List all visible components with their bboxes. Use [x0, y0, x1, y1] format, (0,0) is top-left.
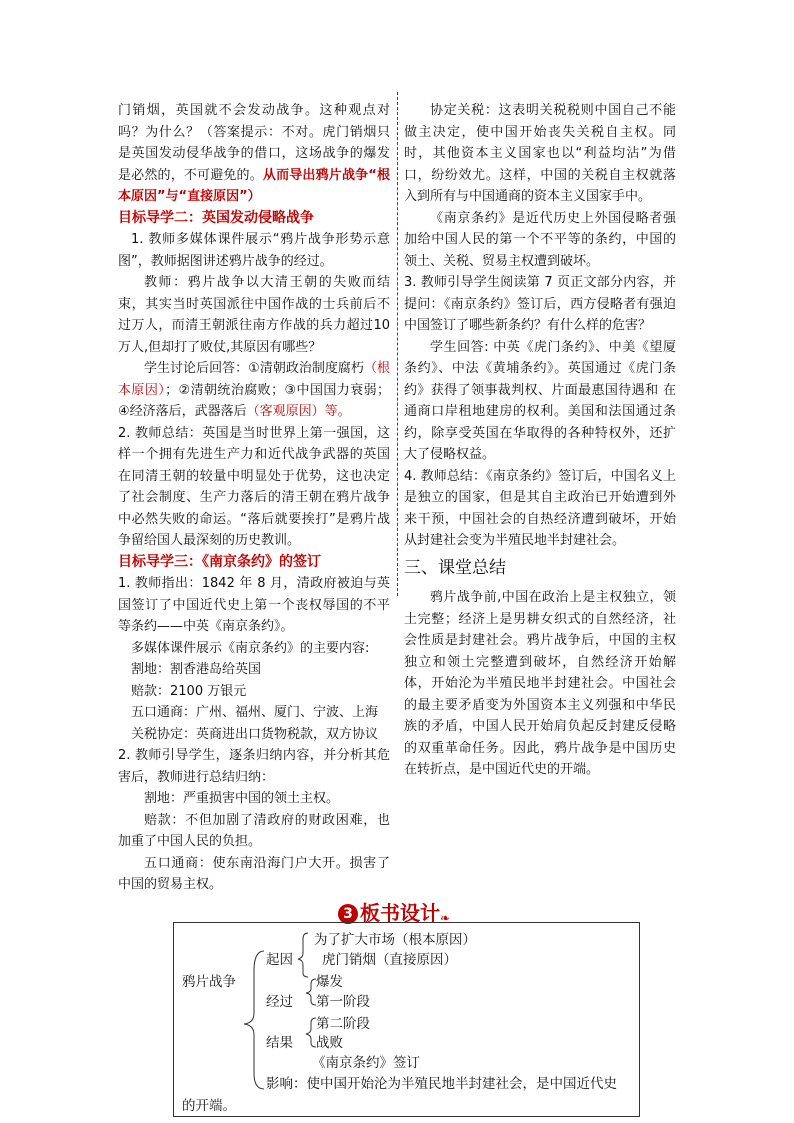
paragraph: 赔款：不但加剧了清政府的财政困难，也加重了中国人民的负担。	[118, 812, 390, 849]
board-result-item: 战败	[316, 1035, 343, 1051]
board-cause-label: 起因	[266, 952, 293, 968]
paragraph: 赔款：2100 万银元	[131, 683, 247, 699]
paragraph: 学生回答: 中英《虎门条约》、中美《望厦条约》、中法《黄埔条约》。英国通过《虎门条约》获得了领事裁判权、片面最惠国待遇和 在通商口岸租地建房的权利。美国和法国通过条约，除享受英国在华取得的各种特权外，还扩大了侵略权益。	[404, 339, 676, 462]
section-heading: 三、课堂总结	[404, 557, 506, 578]
board-design-box	[173, 922, 640, 1117]
board-process-label: 经过	[266, 994, 293, 1010]
paragraph: 协定关税：这表明关税税则中国自己不能做主决定，使中国开始丧失关税自主权。同时，其他资本主义国家也以“利益均沾”为借口，纷纷效尤。这样，中国的关税自主权就落入到所有与中国通商的资本主义国家手中。	[404, 103, 676, 204]
board-process-item: 第一阶段	[316, 994, 370, 1010]
text-red: 从而导出鸦片战争“根本原因”与“直接原因”）	[118, 167, 390, 204]
board-root: 鸦片战争	[182, 974, 236, 990]
flower-icon: ❧	[440, 911, 451, 925]
paragraph: 五口通商：广州、福州、厦门、宁波、上海	[131, 705, 379, 720]
board-cause-item: 虎门销烟（直接原因）	[322, 952, 457, 968]
paragraph: 2. 教师引导学生，逐条归纳内容，并分析其危害后，教师进行总结归纳：	[118, 748, 390, 785]
text-red: 等。	[324, 404, 351, 419]
left-column	[118, 100, 390, 896]
board-treaty: 《南京条约》签订	[312, 1055, 420, 1071]
board-cause-item: 为了扩大市场（根本原因）	[314, 932, 476, 948]
paragraph: 割地：割香港岛给英国	[131, 662, 262, 677]
board-process-item: 爆发	[316, 974, 343, 990]
paragraph: 2. 教师总结：英国是当时世界上第一强国，这样一个拥有先进生产力和近代战争武器的英国在同清王朝的较量中明显处于优势，这也决定了社会制度、生产力落后的清王朝在鸦片战争中必然失败的命运。“落后就要挨打”是鸦片战争留给国人最深刻的历史教训。	[118, 425, 390, 548]
paragraph: 关税协定：英商进出口货物税款，双方协议	[131, 726, 379, 742]
paragraph: 多媒体课件展示《南京条约》的主要内容:	[131, 640, 370, 656]
column-divider	[397, 92, 398, 596]
text-red: （客观原因）	[246, 404, 325, 419]
text: 门销烟，英国就不会发动战争。这种观点对吗？为什么？（答案提示：不对。虎门销烟只是英国发动侵华战争的借口，这场战争的爆发是必然的，不可避免的。	[118, 103, 390, 183]
board-title-text: 板书设计	[360, 901, 440, 925]
paragraph: 1. 教师多媒体课件展示“鸦片战争形势示意图”，教师据图讲述鸦片战争的经过。	[118, 232, 390, 269]
board-result-label: 结果	[266, 1035, 293, 1051]
right-column	[404, 100, 676, 781]
paragraph: 3. 教师引导学生阅读第 7 页正文部分内容，并提问：《南京条约》签订后，西方侵略者有强迫中国签订了哪些新条约？有什么样的危害？	[404, 275, 676, 333]
text-red: （根本原因）	[118, 361, 390, 398]
goal-heading-2: 目标导学二：英国发动侵略战争	[118, 209, 314, 226]
number-badge: 3	[338, 904, 358, 924]
paragraph: 五口通商：使东南沿海门户大开。损害了中国的贸易主权。	[118, 855, 390, 892]
paragraph	[118, 100, 390, 208]
paragraph: 4. 教师总结：《南京条约》签订后，中国名义上是独立的国家，但是其自主政治已开始遭到外来干预，中国社会的自热经济遭到破坏，开始从封建社会变为半殖民地半封建社会。	[404, 468, 676, 548]
paragraph: 割地：严重损害中国的领土主权。	[144, 791, 340, 806]
text: 学生讨论后回答：①清朝政治制度腐朽	[144, 361, 364, 376]
paragraph: 《南京条约》是近代历史上外国侵略者强加给中国人民的第一个不平等的条约，中国的领土、关税、贸易主权遭到破坏。	[404, 210, 676, 269]
paragraph: 教师：鸦片战争以大清王朝的失败而结束，其实当时英国派往中国作战的士兵前后不过万人，而清王朝派往南方作战的兵力超过10万人,但却打了败仗,其原因有哪些？	[118, 275, 390, 355]
board-impact: 影响：使中国开始沦为半殖民地半封建社会，是中国近代史	[266, 1076, 617, 1092]
paragraph	[118, 358, 390, 423]
board-result-item: 第二阶段	[316, 1016, 370, 1032]
paragraph: 鸦片战争前,中国在政治上是主权独立，领土完整；经济上是男耕女织式的自然经济，社会性质是封建社会。鸦片战争后，中国的主权独立和领土完整遭到破坏，自然经济开始解体，开始沦为半殖民地半封建社会。中国社会的最主要矛盾变为外国资本主义列强和中华民族的矛盾，中国人民开始肩负起反封建反侵略的双重革命任务。因此，鸦片战争是中国历史在转折点，是中国近代史的开端。	[404, 590, 676, 777]
text: ；②清朝统治腐败；③中国国力衰弱；④经济落后，武器落后	[118, 382, 390, 419]
paragraph: 1. 教师指出：1842 年 8 月，清政府被迫与英国签订了中国近代史上第一个丧权辱国的不平等条约——中英《南京条约》。	[118, 576, 390, 634]
goal-heading-3: 目标导学三：《南京条约》的签订	[118, 553, 321, 570]
board-impact-cont: 的开端。	[182, 1098, 236, 1114]
